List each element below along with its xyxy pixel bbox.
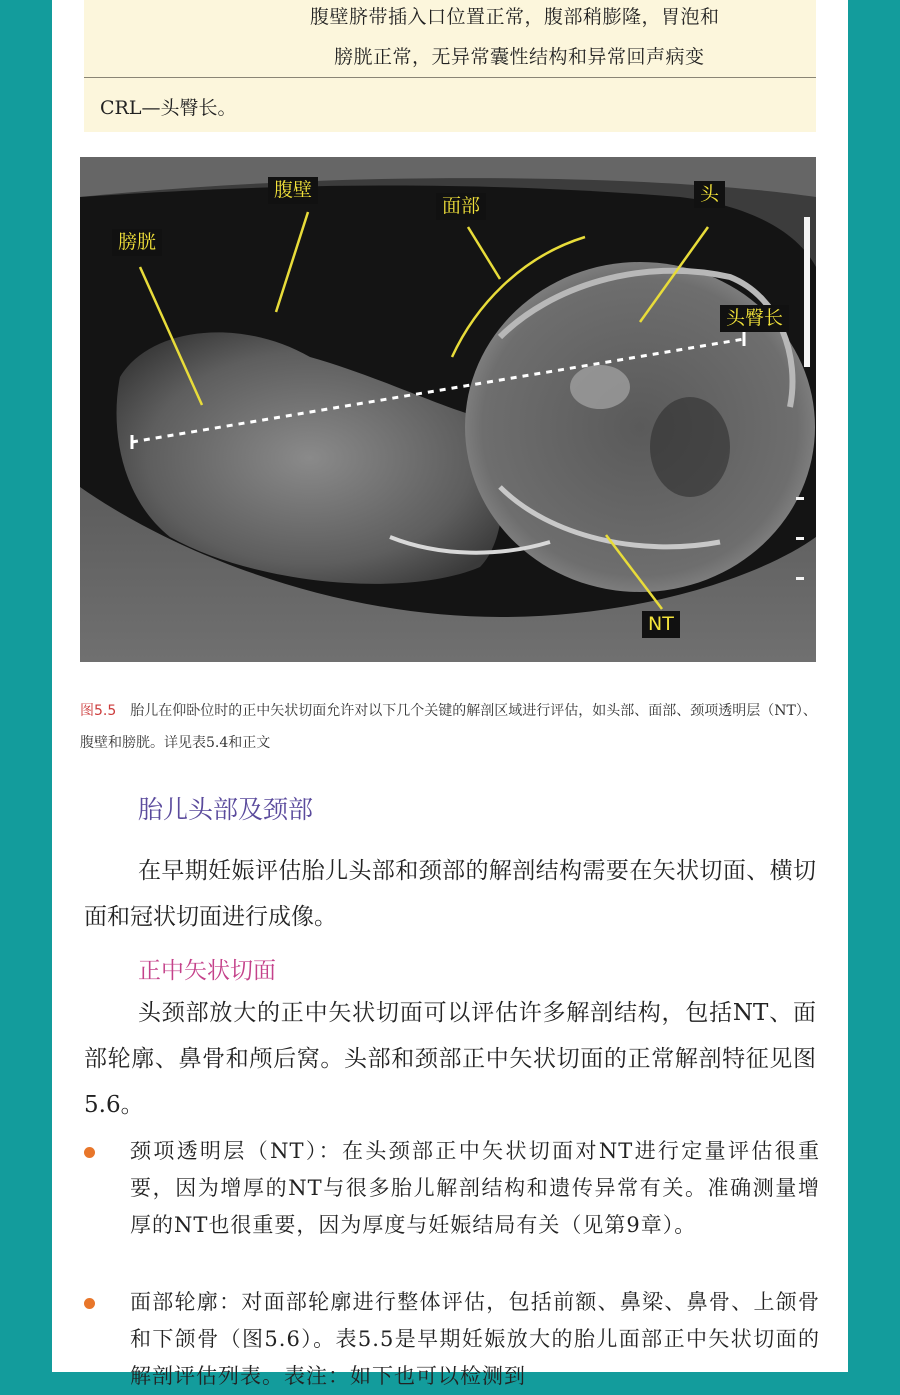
- table-row: [84, 0, 816, 78]
- label-abdominal-wall: 腹壁: [268, 177, 318, 204]
- ultrasound-image: [80, 157, 816, 662]
- label-nt: NT: [642, 611, 680, 638]
- table-cell-line: 腹壁脐带插入口位置正常，腹部稍膨隆，胃泡和: [310, 6, 720, 28]
- figure-number: 图5.5: [80, 703, 117, 719]
- list-item-text: 面部轮廓：对面部轮廓进行整体评估，包括前额、鼻梁、鼻骨、上颌骨和下颌骨（图5.6）。表5.5是早期妊娠放大的胎儿面部正中矢状切面的解剖评估列表。表注：如下也可以检测到: [130, 1290, 820, 1388]
- label-bladder: 膀胱: [112, 229, 162, 256]
- figure-caption: [80, 695, 820, 759]
- label-head: 头: [694, 181, 725, 208]
- label-crown-rump-length: 头臀长: [720, 305, 789, 332]
- section-heading: 胎儿头部及颈部: [138, 795, 314, 824]
- bullet-icon: [84, 1298, 95, 1309]
- label-face: 面部: [436, 193, 486, 220]
- book-page: [52, 0, 848, 1388]
- table-fragment: [84, 0, 816, 132]
- list-item-text: 颈项透明层（NT）：在头颈部正中矢状切面对NT进行定量评估很重要，因为增厚的NT与很多胎儿解剖结构和遗传异常有关。准确测量增厚的NT也很重要，因为厚度与妊娠结局有关（见第9章）。: [130, 1139, 820, 1237]
- table-footnote: CRL—头臀长。: [100, 97, 237, 119]
- table-cell-line: 膀胱正常，无异常囊性结构和异常回声病变: [334, 46, 705, 68]
- intro-paragraph: 在早期妊娠评估胎儿头部和颈部的解剖结构需要在矢状切面、横切面和冠状切面进行成像。: [84, 858, 816, 930]
- bullet-icon: [84, 1147, 95, 1158]
- body-paragraph: 头颈部放大的正中矢状切面可以评估许多解剖结构，包括NT、面部轮廓、鼻骨和颅后窝。头部和颈部正中矢状切面的正常解剖特征见图5.6。: [84, 1000, 816, 1118]
- caption-text: 胎儿在仰卧位时的正中矢状切面允许对以下几个关键的解剖区域进行评估，如头部、面部、颈项透明层（NT）、腹壁和膀胱。详见表5.4和正文: [80, 703, 817, 751]
- ultrasound-figure: [80, 157, 816, 662]
- subsection-heading: 正中矢状切面: [138, 958, 276, 984]
